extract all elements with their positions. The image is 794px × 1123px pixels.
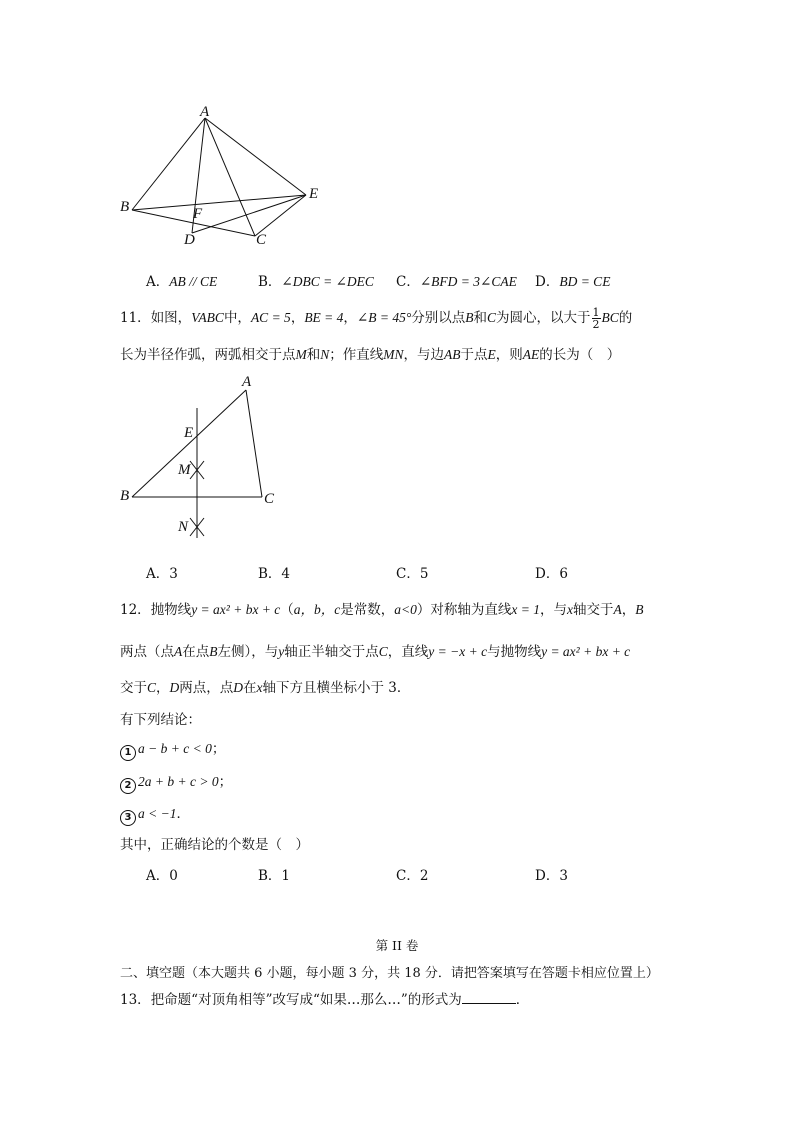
q11-option-c: C．5 [396, 566, 429, 582]
q12-question: 其中，正确结论的个数是（ ） [120, 837, 309, 853]
fig1-label-f: F [193, 206, 203, 222]
section-heading-fill-blank: 二、填空题（本大题共 6 小题，每小题 3 分，共 18 分．请把答案填写在答题卡相应位置上） [120, 966, 659, 981]
fig1-label-e: E [309, 186, 319, 202]
q12-line1: 12．抛物线y = ax² + bx + c（a，b，c是常数，a<0）对称轴为直线x = 1，与x轴交于A，B [120, 602, 644, 618]
answer-blank[interactable] [462, 991, 516, 1004]
fig2-label-a: A [242, 374, 252, 390]
q11-option-b: B．4 [258, 566, 291, 582]
q12-option-d: D．3 [535, 868, 568, 884]
q11-line2: 长为半径作弧，两弧相交于点M和N；作直线MN，与边AB于点E，则AE的长为（ ） [120, 347, 621, 363]
fig1-label-c: C [256, 232, 267, 248]
fig2-label-c: C [264, 491, 275, 507]
q12-line2: 两点（点A在点B左侧），与y轴正半轴交于点C，直线y = −x + c与抛物线y = ax² + bx + c [120, 644, 631, 660]
q10-option-b: B．∠DBC = ∠DEC [258, 274, 374, 290]
q12-option-a: A．0 [146, 868, 178, 884]
segment-ac-2 [246, 390, 262, 497]
segment-ba [132, 390, 246, 497]
circled-number-1: 1 [120, 745, 136, 761]
q12-intro: 有下列结论： [120, 712, 201, 728]
q12-conclusion-3: 3 a < −1． [120, 802, 190, 826]
fig1-label-a: A [200, 104, 210, 120]
fig2-label-m: M [178, 462, 191, 478]
q10-option-c: C．∠BFD = 3∠CAE [396, 274, 517, 290]
volume-title: 第 II 卷 [375, 938, 419, 953]
fraction-one-half: $\frac{1}{2}$ [592, 306, 600, 331]
fig1-label-d: D [184, 232, 195, 248]
q11-option-d: D．6 [535, 566, 568, 582]
q11-line1: 11．如图，VABC中，AC = 5，BE = 4，∠B = 45°分别以点B和C为圆心，以大于 $\frac{1}{2}$ BC的 [120, 306, 633, 331]
fig2-label-b: B [120, 488, 130, 504]
q12-option-c: C．2 [396, 868, 429, 884]
q10-option-a: A．AB // CE [146, 274, 218, 290]
q12-conclusion-1: 1 a − b + c < 0； [120, 737, 225, 761]
circled-number-2: 2 [120, 778, 136, 794]
q12-option-b: B．1 [258, 868, 291, 884]
q11-option-a: A．3 [146, 566, 178, 582]
circled-number-3: 3 [120, 810, 136, 826]
q12-line3: 交于C，D两点，点D在x轴下方且横坐标小于 3． [120, 680, 411, 696]
fig2-label-n: N [178, 519, 189, 535]
q12-conclusion-2: 2 2a + b + c > 0； [120, 770, 232, 794]
fig1-label-b: B [120, 199, 130, 215]
q13-line: 13．把命题“对顶角相等”改写成“如果…那么…”的形式为 ． [120, 992, 530, 1008]
q10-option-d: D．BD = CE [535, 274, 611, 290]
fig2-label-e: E [184, 425, 194, 441]
